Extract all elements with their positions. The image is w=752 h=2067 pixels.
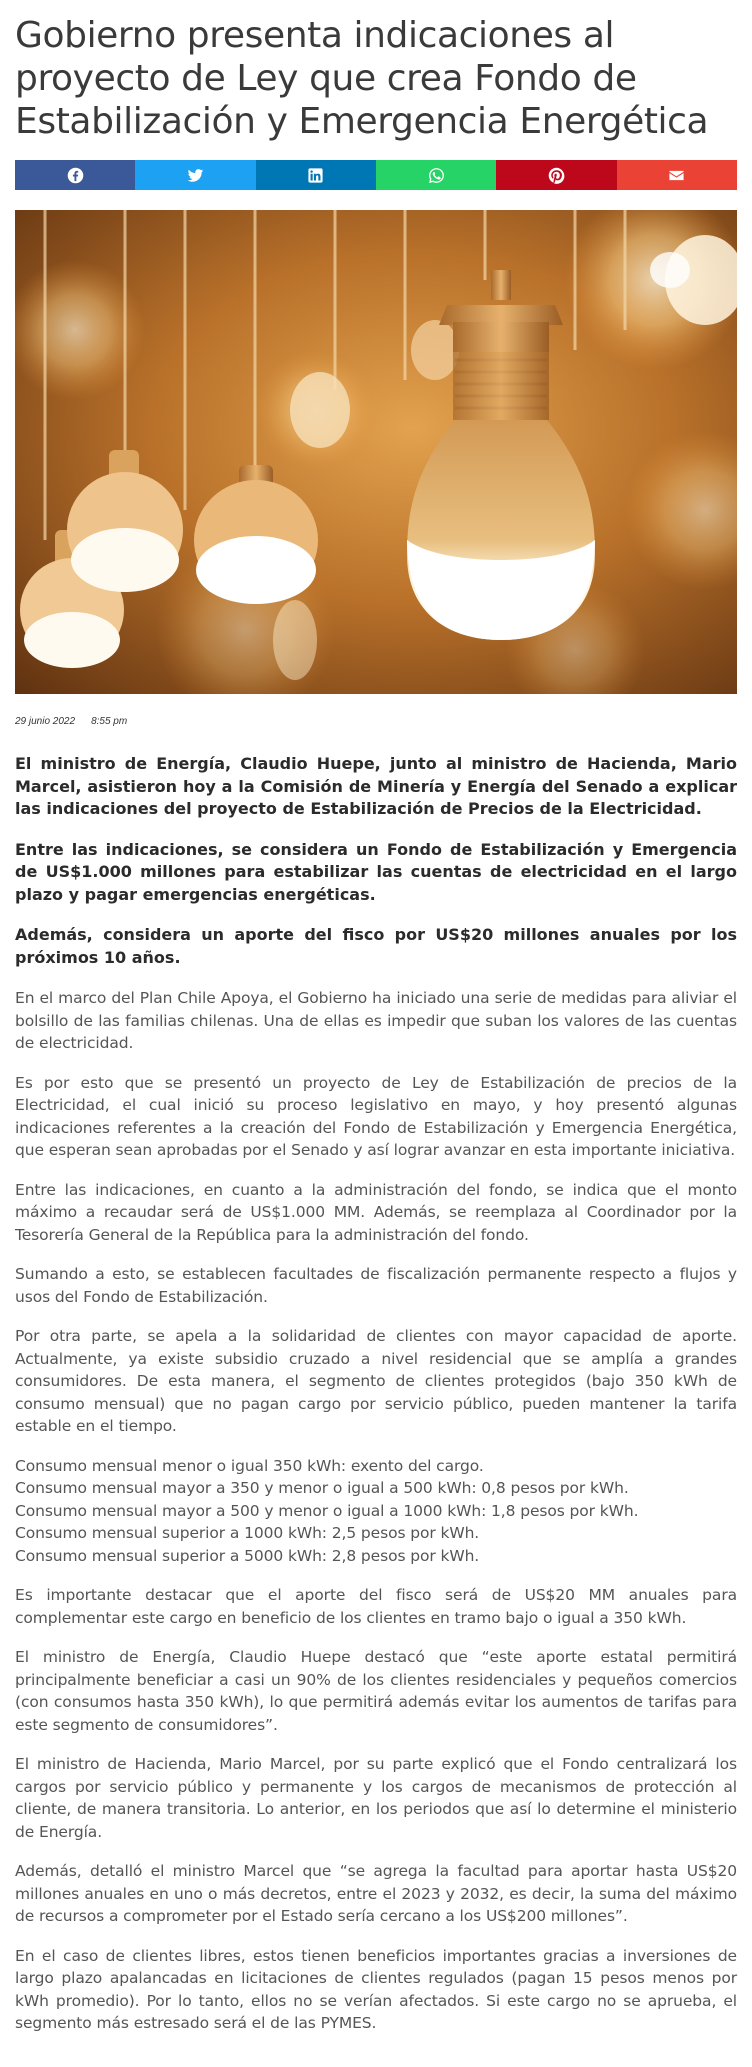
post-date: 29 junio 2022 <box>15 716 76 727</box>
tariff-item: Consumo mensual mayor a 350 y menor o igual a 500 kWh: 0,8 pesos por kWh. <box>15 1479 629 1497</box>
share-whatsapp-button[interactable] <box>376 160 496 190</box>
twitter-icon <box>187 167 204 184</box>
linkedin-icon <box>307 167 324 184</box>
facebook-icon <box>67 167 84 184</box>
body-paragraph: Es por esto que se presentó un proyecto de Ley de Estabilización de precios de la Electricidad, el cual inició su proceso legislativo en mayo, y hoy presentó algunas indicaciones referentes a la creación del Fondo de Estabilización y Emergencia Energética, que esperan sean aprobadas por el Senado y así lograr avanzar en esta importante iniciativa. <box>15 1073 737 1159</box>
tariff-item: Consumo mensual superior a 5000 kWh: 2,8 pesos por kWh. <box>15 1546 480 1565</box>
body-paragraph: En el caso de clientes libres, estos tienen beneficios importantes gracias a inversiones de largo plazo apalancadas en licitaciones de clientes regulados (pagan 15 pesos menos por kWh promedio). Por lo tanto, ellos no se verían afectados. Si este cargo no se aprueba, el segmento más estresado será el de las PYMES. <box>15 1946 737 2032</box>
whatsapp-icon <box>428 167 445 184</box>
body-paragraph: Sumando a esto, se establecen facultades de fiscalización permanente respecto a flujos y usos del Fondo de Estabilización. <box>15 1265 737 1306</box>
pinterest-icon <box>548 167 565 184</box>
share-bar <box>15 160 737 190</box>
tariff-item: Consumo mensual menor o igual 350 kWh: exento del cargo. <box>15 1456 484 1475</box>
tariff-item: Consumo mensual mayor a 500 y menor o igual a 1000 kWh: 1,8 pesos por kWh. <box>15 1501 639 1520</box>
share-pinterest-button[interactable] <box>496 160 616 190</box>
body-paragraph: Además, detalló el ministro Marcel que “se agrega la facultad para aportar hasta US$20 millones anuales en uno o más decretos, entre el 2023 y 2032, es decir, la suma del máximo de recursos a comprometer por el Estado sería cercano a los US$200 millones”. <box>15 1862 737 1925</box>
share-email-button[interactable] <box>617 160 737 190</box>
post-time: 8:55 pm <box>91 716 128 727</box>
body-paragraph: Entre las indicaciones, en cuanto a la administración del fondo, se indica que el monto máximo a recaudar será de US$1.000 MM. Además, se reemplaza al Coordinador por la Tesorería General de la República para la administración del fondo. <box>15 1180 737 1244</box>
body-paragraph: Por otra parte, se apela a la solidaridad de clientes con mayor capacidad de aporte. Actualmente, ya existe subsidio cruzado a nivel residencial que se amplía a grandes consumidores. De esta manera, el segmento de clientes protegidos (bajo 350 kWh de consumo mensual) que no pagan cargo por servicio público, pueden mantener la tarifa estable en el tiempo. <box>15 1327 737 1435</box>
lead-paragraph: El ministro de Energía, Claudio Huepe, junto al ministro de Hacienda, Mario Marcel, asistieron hoy a la Comisión de Minería y Energía del Senado a explicar las indicaciones del proyecto de Estabilización de Precios de la Electricidad. <box>15 754 737 818</box>
tariff-item: Consumo mensual superior a 1000 kWh: 2,5 pesos por kWh. <box>15 1524 480 1542</box>
share-linkedin-button[interactable] <box>256 160 376 190</box>
post-meta <box>15 716 737 727</box>
lead-paragraph: Entre las indicaciones, se considera un Fondo de Estabilización y Emergencia de US$1.000 millones para estabilizar las cuentas de electricidad en el largo plazo y pagar emergencias energéticas. <box>15 839 737 904</box>
share-facebook-button[interactable] <box>15 160 135 190</box>
tariff-list <box>15 1455 737 1568</box>
lead-paragraph: Además, considera un aporte del fisco por US$20 millones anuales por los próximos 10 años. <box>15 925 737 967</box>
body-paragraph: El ministro de Energía, Claudio Huepe destacó que “este aporte estatal permitirá principalmente beneficiar a casi un 90% de los clientes residenciales y pequeños comercios (con consumos hasta 350 kWh), lo que permitirá además evitar los aumentos de tarifas para este segmento de consumidores”. <box>15 1648 737 1734</box>
hero-image-light-bulbs <box>15 210 737 694</box>
share-twitter-button[interactable] <box>135 160 255 190</box>
envelope-icon <box>668 167 685 184</box>
body-paragraph: El ministro de Hacienda, Mario Marcel, por su parte explicó que el Fondo centralizará los cargos por servicio público y permanente y los cargos de mecanismos de protección al cliente, de manera transitoria. Lo anterior, en los periodos que así lo determine el ministerio de Energía. <box>15 1755 737 1841</box>
article-title: Gobierno presenta indicaciones al proyecto de Ley que crea Fondo de Estabilización y Emergencia Energética <box>15 15 709 142</box>
body-paragraph: En el marco del Plan Chile Apoya, el Gobierno ha iniciado una serie de medidas para aliviar el bolsillo de las familias chilenas. Una de ellas es impedir que suban los valores de las cuentas de electricidad. <box>15 989 737 1052</box>
body-paragraph: Es importante destacar que el aporte del fisco será de US$20 MM anuales para complementar este cargo en beneficio de los clientes en tramo bajo o igual a 350 kWh. <box>15 1586 737 1627</box>
